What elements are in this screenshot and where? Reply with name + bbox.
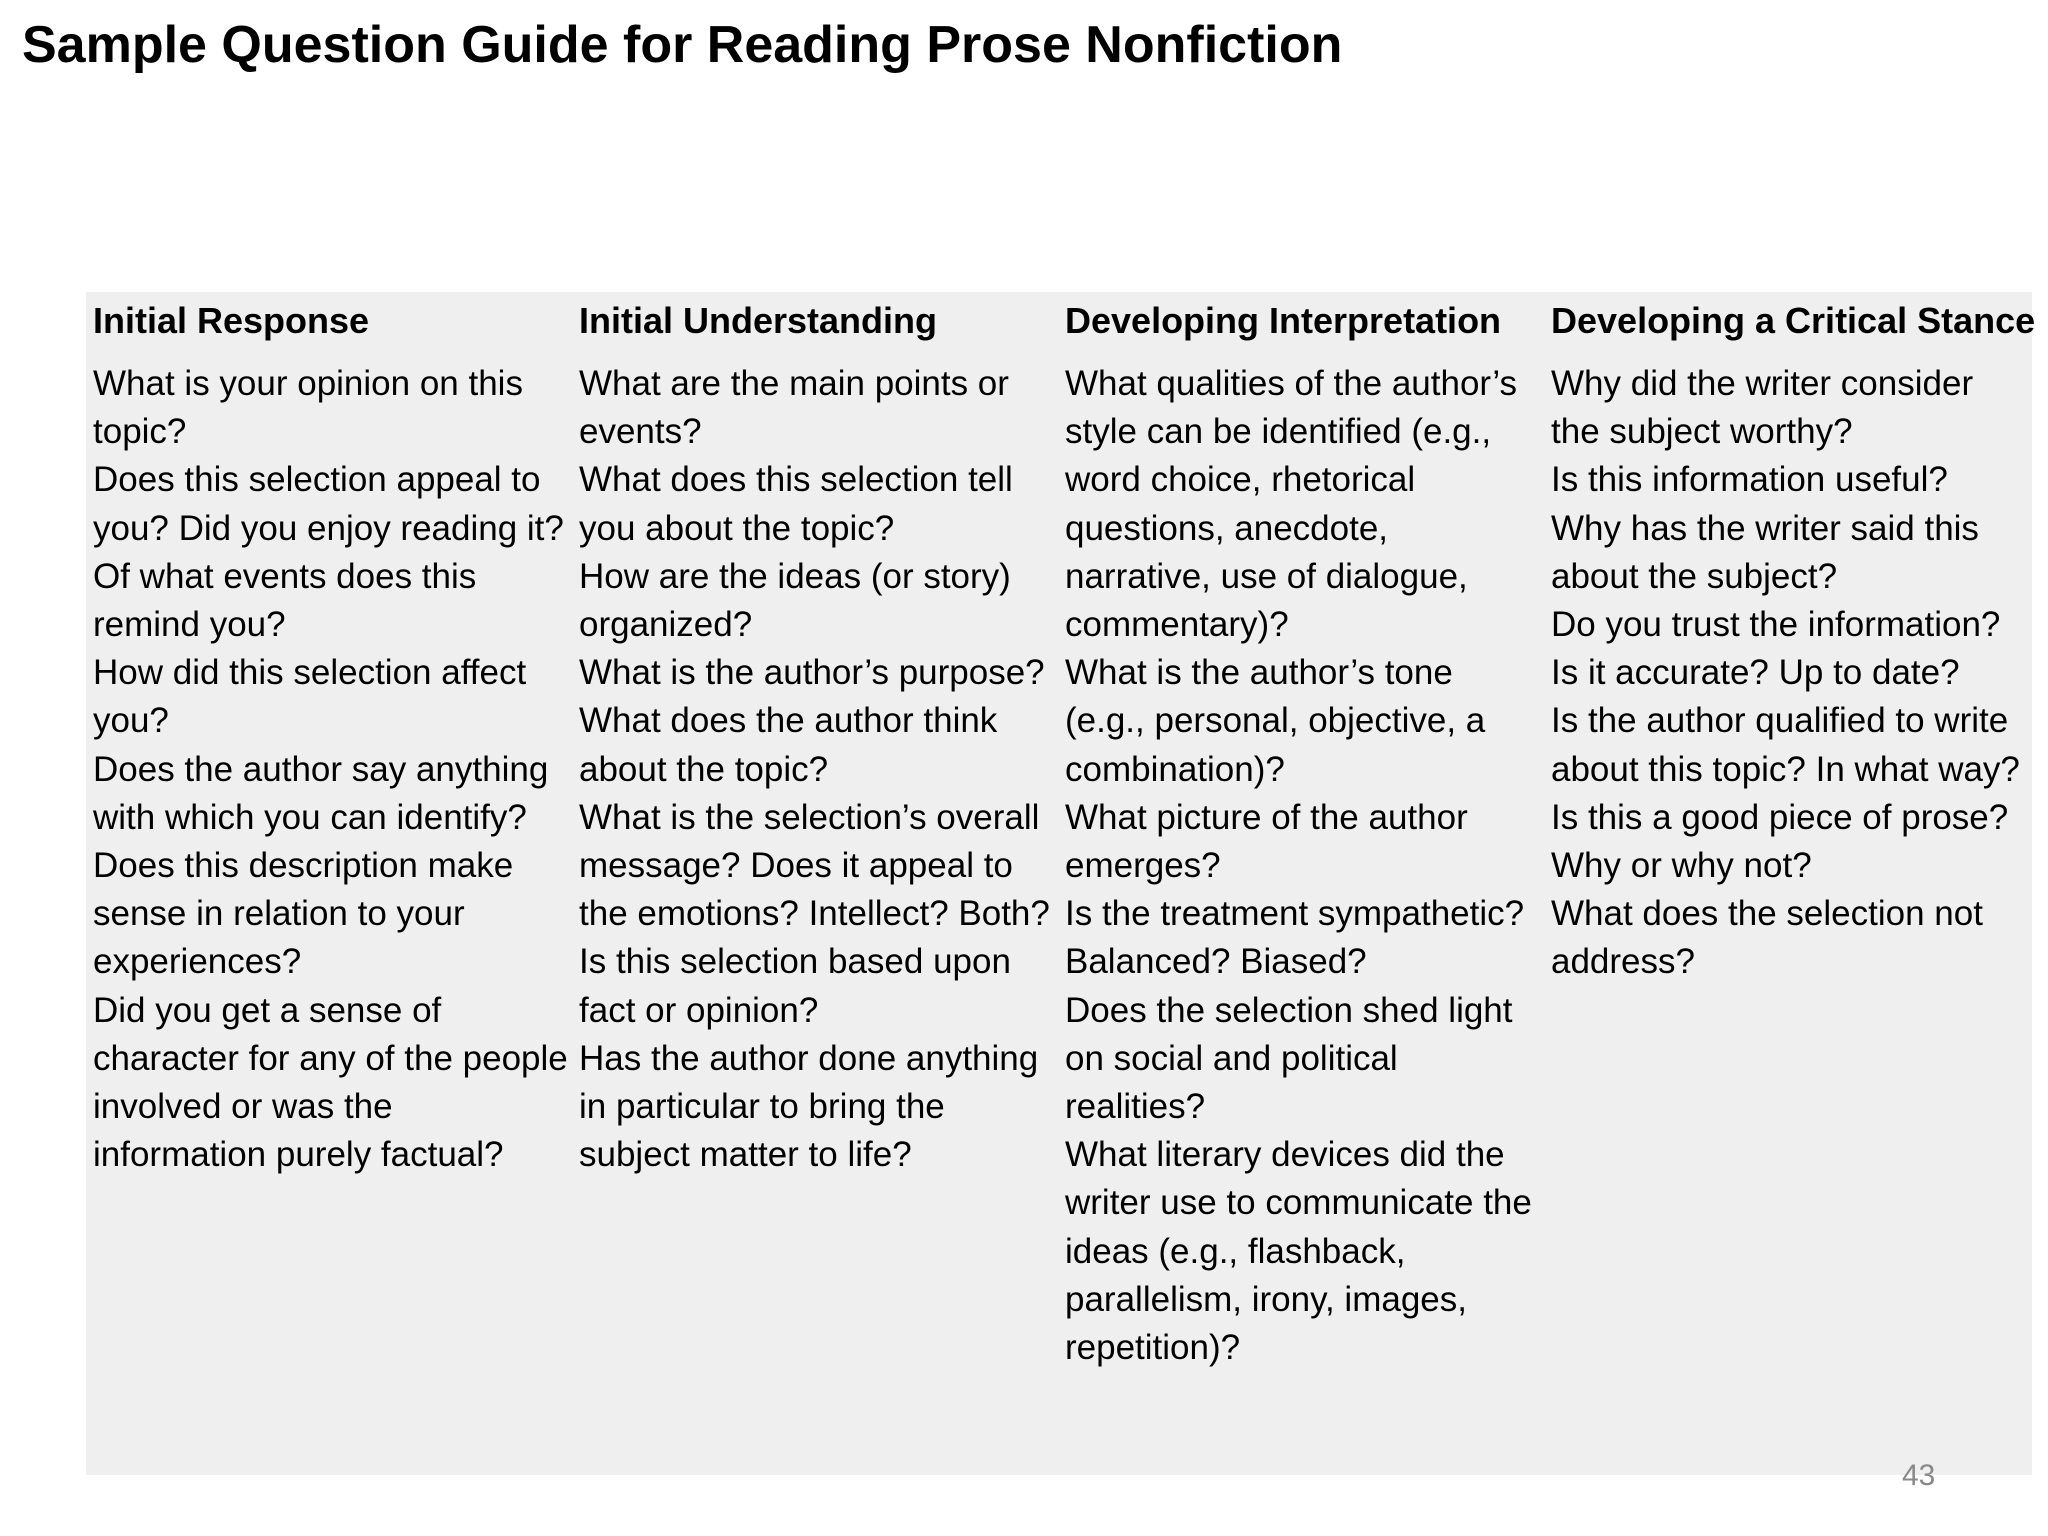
question-list bbox=[1551, 352, 2032, 987]
question-guide-table bbox=[86, 292, 2036, 1475]
question-item: What is your opinion on this topic? bbox=[93, 364, 523, 452]
question-item: Has the author done anything in particular to bring the subject matter to life? bbox=[579, 1038, 1039, 1175]
question-item: What literary devices did the writer use to communicate the ideas (e.g., flashback, parallelism, irony, images, repetition)? bbox=[1065, 1135, 1532, 1368]
question-list bbox=[579, 352, 1058, 1179]
question-item: What does this selection tell you about the topic? bbox=[579, 460, 1013, 548]
question-item: Does the selection shed light on social and political realities? bbox=[1065, 990, 1513, 1127]
question-item: How did this selection affect you? bbox=[93, 653, 527, 741]
question-item: What is the selection’s overall message? Does it appeal to the emotions? Intellect? Both? bbox=[579, 797, 1050, 934]
question-item: Of what events does this remind you? bbox=[93, 556, 477, 645]
column-heading: Developing Interpretation bbox=[1065, 300, 1502, 341]
question-item: Why has the writer said this about the subject? bbox=[1551, 508, 1979, 596]
question-item: Do you trust the information? Is it accurate? Up to date? bbox=[1551, 605, 2001, 693]
question-item: Is this a good piece of prose? Why or why not? bbox=[1551, 797, 2009, 886]
column-initial-response bbox=[86, 292, 572, 1179]
question-item: What qualities of the author’s style can be identified (e.g., word choice, rhetorical questions, anecdote, narrative, use of dialogue, commentary)? bbox=[1065, 364, 1518, 645]
question-item: What is the author’s tone (e.g., personal, objective, a combination)? bbox=[1065, 653, 1486, 789]
question-item: What does the author think about the topic? bbox=[579, 701, 998, 789]
question-item: Did you get a sense of character for any of the people involved or was the information purely factual? bbox=[93, 990, 568, 1175]
column-initial-understanding bbox=[572, 292, 1058, 1179]
question-item: How are the ideas (or story) organized? bbox=[579, 556, 1011, 645]
question-item: Does this description make sense in relation to your experiences? bbox=[93, 846, 514, 982]
page-number: 43 bbox=[1902, 1459, 1936, 1492]
question-item: Is this selection based upon fact or opinion? bbox=[579, 942, 1011, 1030]
column-heading: Developing a Critical Stance bbox=[1551, 300, 2036, 341]
question-list bbox=[93, 352, 572, 1179]
question-item: What is the author’s purpose? bbox=[579, 653, 1045, 693]
question-item: Why did the writer consider the subject worthy? bbox=[1551, 364, 1974, 452]
column-developing-interpretation bbox=[1058, 292, 1544, 1372]
column-heading: Initial Response bbox=[93, 300, 370, 341]
page-title: Sample Question Guide for Reading Prose Nonfiction bbox=[22, 16, 1343, 74]
column-developing-critical-stance bbox=[1544, 292, 2036, 987]
question-item: What does the selection not address? bbox=[1551, 894, 1983, 982]
question-item: Does the author say anything with which you can identify? bbox=[93, 749, 549, 837]
question-item: Does this selection appeal to you? Did you enjoy reading it? bbox=[93, 460, 564, 548]
question-item: Is this information useful? bbox=[1551, 460, 1948, 500]
question-item: Is the treatment sympathetic? Balanced? Biased? bbox=[1065, 894, 1525, 982]
question-item: Is the author qualified to write about this topic? In what way? bbox=[1551, 701, 2020, 789]
question-item: What are the main points or events? bbox=[579, 364, 1009, 452]
column-heading: Initial Understanding bbox=[579, 300, 938, 341]
question-list bbox=[1065, 352, 1544, 1372]
question-item: What picture of the author emerges? bbox=[1065, 797, 1468, 886]
